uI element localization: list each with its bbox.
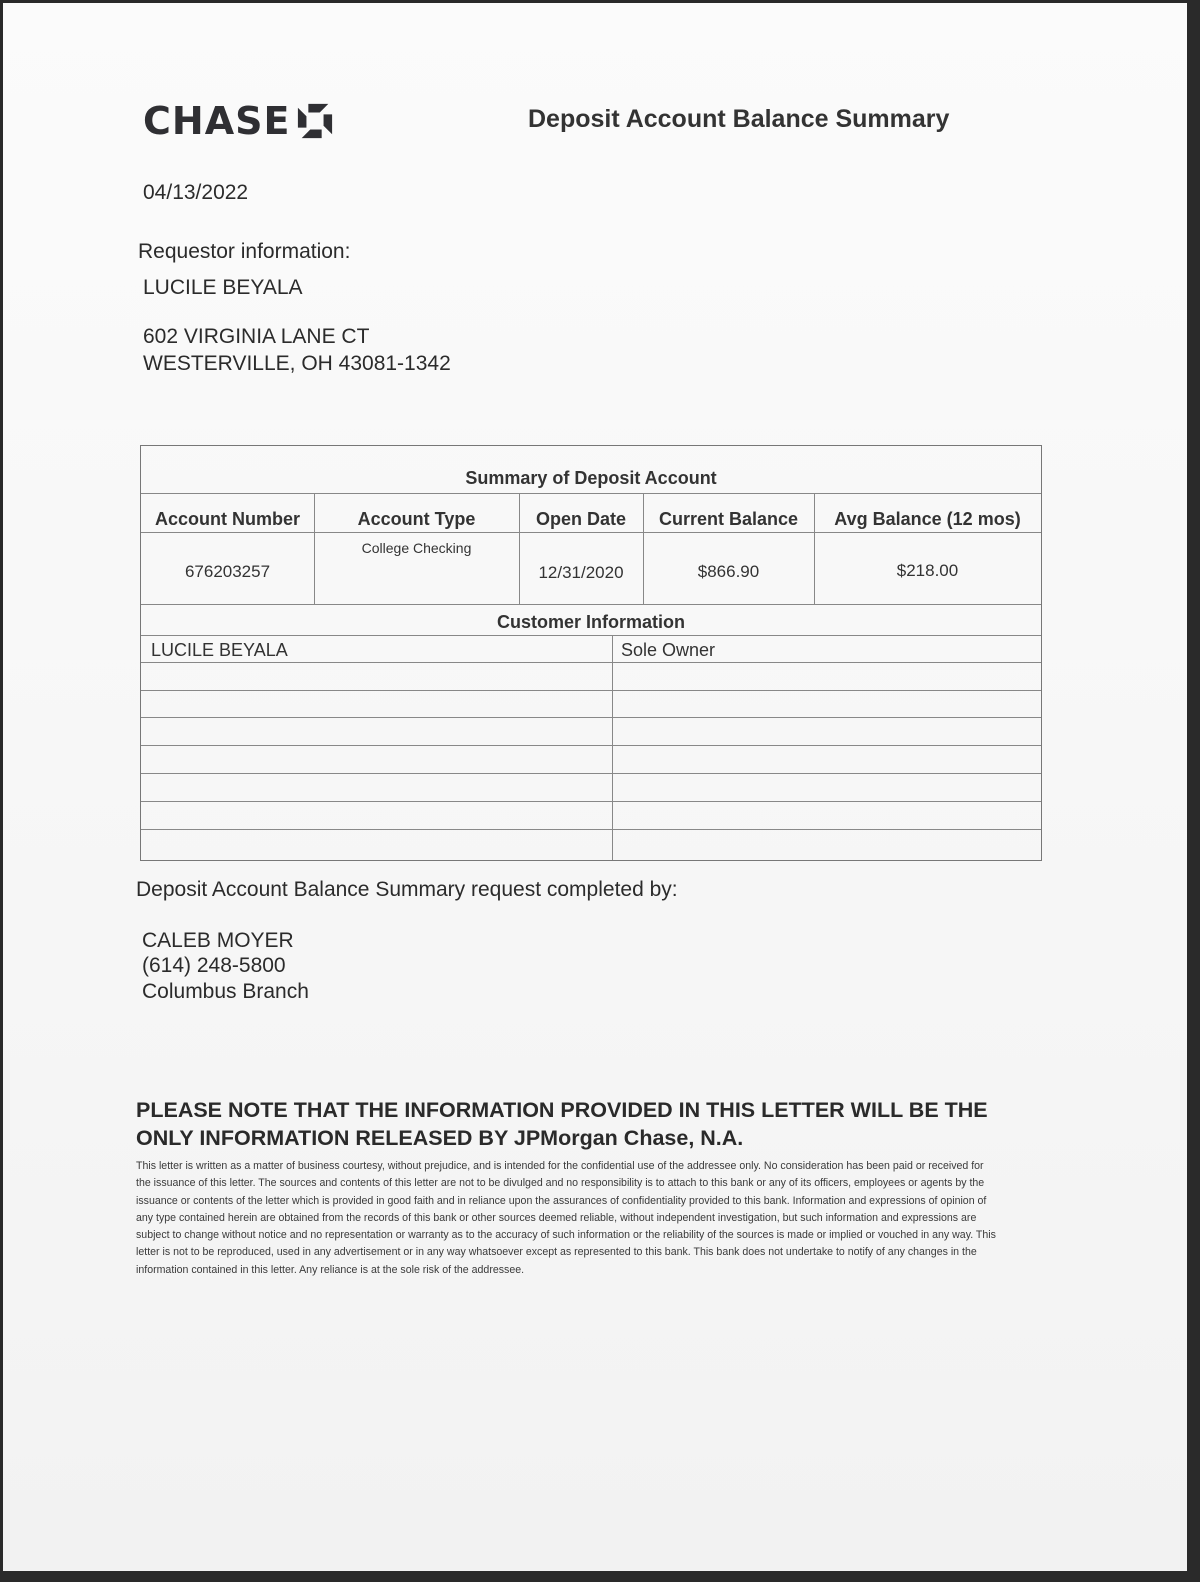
requestor-address-line2: WESTERVILLE, OH 43081-1342 bbox=[143, 352, 451, 375]
header-avg-balance: Avg Balance (12 mos) bbox=[834, 509, 1021, 529]
agent-phone: (614) 248-5800 bbox=[142, 954, 286, 977]
customer-info-title: Customer Information bbox=[496, 612, 685, 632]
avg-balance-value: $218.00 bbox=[896, 561, 959, 580]
disclaimer-fine-print: This letter is written as a matter of business courtesy, without prejudice, and is intended for the confidential use of the addressee only. No consideration has been paid or received for the issuance of this letter. The sources and contents of this letter are not to be divulged and no responsibility is to attach to this bank or any of its officers, employees or agents by the issuance or contents of the letter which is provided in good faith and in reliance upon the assurances of confidentiality provided to this bank. Information and expressions of opinion of any type contained herein are obtained from the records of this bank or other sources deemed reliable, without independent investigation, but such information and expressions are subject to change without notice and no representation or warranty as to the accuracy of such information or the reliability of the sources is made or implied or vouched in any way. This letter is not to be reproduced, used in any advertisement or in any way whatsoever except as represented to this bank. This bank does not undertake to notify of any changes in the information contained in this letter. Any reliance is at the sole risk of the addressee. bbox=[136, 1160, 996, 1276]
agent-branch: Columbus Branch bbox=[142, 980, 309, 1003]
account-type-value: College Checking bbox=[361, 540, 472, 556]
completed-by-label: Deposit Account Balance Summary request completed by: bbox=[136, 878, 678, 901]
header-account-number: Account Number bbox=[154, 509, 300, 529]
agent-name: CALEB MOYER bbox=[142, 929, 294, 952]
customer-role: Sole Owner bbox=[621, 640, 716, 660]
logo-wordmark: CHASE bbox=[143, 99, 291, 143]
customer-name: LUCILE BEYALA bbox=[151, 640, 288, 660]
header-account-type: Account Type bbox=[357, 509, 476, 529]
summary-table-title: Summary of Deposit Account bbox=[465, 468, 717, 488]
letter-page bbox=[3, 3, 1187, 1571]
notice-heading: PLEASE NOTE THAT THE INFORMATION PROVIDED IN THIS LETTER WILL BE THE ONLY INFORMATION RELEASED BY JPMorgan Chase, N.A. bbox=[136, 1098, 988, 1150]
account-number-value: 676203257 bbox=[184, 562, 271, 581]
letter-date: 04/13/2022 bbox=[143, 181, 249, 204]
document-title: Deposit Account Balance Summary bbox=[528, 105, 950, 133]
header-current-balance: Current Balance bbox=[658, 509, 799, 529]
chase-octagon-icon bbox=[296, 102, 334, 140]
chase-logo bbox=[143, 99, 334, 143]
requestor-label: Requestor information: bbox=[138, 240, 351, 263]
requestor-name: LUCILE BEYALA bbox=[143, 276, 303, 299]
deposit-summary-table bbox=[140, 445, 1042, 861]
current-balance-value: $866.90 bbox=[697, 562, 760, 581]
open-date-value: 12/31/2020 bbox=[538, 563, 624, 582]
requestor-address-line1: 602 VIRGINIA LANE CT bbox=[143, 325, 370, 348]
header-open-date: Open Date bbox=[535, 509, 627, 529]
